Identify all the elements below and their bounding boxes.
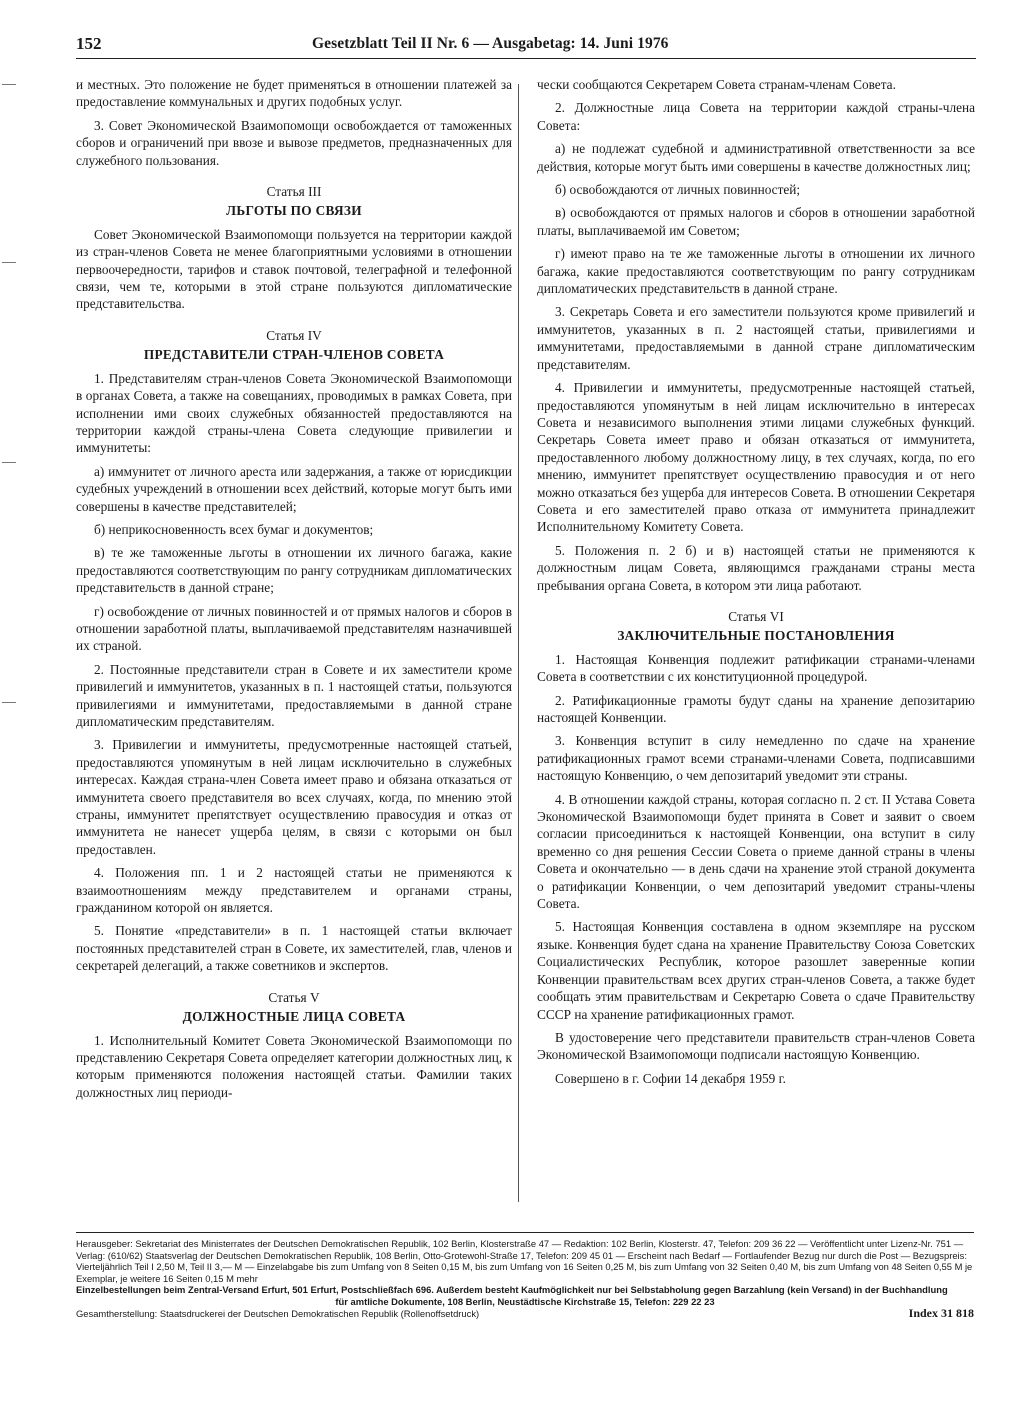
paragraph: 3. Конвенция вступит в силу немедленно по сдаче на хранение ратификационных грамот всеми странами-членами Совета, подписавшими настоящую Конвенцию, о чем депозитарий уведомит эти страны. [537,733,975,784]
paragraph: 4. Положения пп. 1 и 2 настоящей статьи не применяются к взаимоотношениям между представителем и органами страны, гражданином которой он является. [76,865,512,916]
list-item: г) освобождение от личных повинностей и от прямых налогов и сборов в отношении заработной платы, выплачиваемой представителям назначившей их страной. [76,603,512,654]
imprint-printer-row [76,1305,974,1320]
paragraph: 1. Представителям стран-членов Совета Экономической Взаимопомощи в органах Совета, а также на совещаниях, проводимых в рамках Совета, при исполнении ими своих служебных обязанностей предоставляются на территории каждой страны-члена Совета следующие привилегии и иммунитеты: [76,370,512,456]
right-column [537,76,975,1093]
article-title: ПРЕДСТАВИТЕЛИ СТРАН-ЧЛЕНОВ СОВЕТА [143,347,445,363]
paragraph: 3. Секретарь Совета и его заместители пользуются кроме привилегий и иммунитетов, указанных в п. 2 настоящей статьи, привилегиями и иммунитетами, предоставляемыми в данной стране дипломатическим представителям. [537,304,975,372]
article-number: Статья V [268,989,320,1005]
paragraph: 5. Понятие «представители» в п. 1 настоящей статьи включает постоянных представителей стран в Совете, их заместителей, глав, членов и секретарей делегаций, а также советников и экспертов. [76,923,512,974]
list-item: б) неприкосновенность всех бумаг и документов; [94,521,374,537]
running-title: Gesetzblatt Teil II Nr. 6 — Ausgabetag: 14. Juni 1976 [312,35,669,52]
imprint-orders: Einzelbestellungen beim Zentral-Versand Erfurt, 501 Erfurt, Postschließfach 696. Außerdem besteht Kaufmöglichkeit nur bei Selbstabholung gegen Barzahlung (kein Versand) in der Buchhandlung [76,1284,948,1296]
imprint-printer: Gesamtherstellung: Staatsdruckerei der Deutschen Demokratischen Republik (Rollenoffsetdruck) [76,1307,480,1319]
list-item: а) иммунитет от личного ареста или задержания, а также от юрисдикции судебных учреждений в отношении всех действий, которые могут быть ими совершены в качестве представителей; [76,463,512,514]
scan-margin-mark [2,262,16,263]
imprint-publisher: Herausgeber: Sekretariat des Ministerrates der Deutschen Demokratischen Republik, 102 Berlin, Klosterstraße 47 — Redaktion: 102 Berlin, Klosterstr. 47, Telefon: 209 36 22 — Veröffentlicht unter Lizenz-Nr. 751 — Verlag: (610/62) Staatsverlag der Deutschen Demokratischen Republik, 108 Berlin, Otto-Grotewohl-Straße 17, Telefon: 209 45 01 — Erscheint nach Bedarf — Fortlaufender Bezug nur durch die Post — Bezugspreis: Vierteljährlich Teil I 2,50 M, Teil II 3,— M — Einzelabgabe bis zum Umfang von 8 Seiten 0,15 M, bis zum Umfang von 16 Seiten 0,25 M, bis zum Umfang von 32 Seiten 0,40 M, bis zum Umfang von 48 Seiten 0,55 M je Exemplar, je weitere 16 Seiten 0,15 M mehr [76,1238,973,1284]
list-item: б) освобождаются от личных повинностей; [555,182,801,198]
list-item: г) имеют право на те же таможенные льготы в отношении их личного багажа, какие предоставляются соответствующим по рангу сотрудникам дипломатических представительств в данной стране. [537,246,975,297]
index-number: Index 31 818 [908,1305,974,1320]
page-header [76,34,976,59]
paragraph: Совет Экономической Взаимопомощи пользуется на территории каждой из стран-членов Совета не менее благоприятными условиями в отношении первоочередности, тарифов и ставок почтовой, телеграфной и телефонной связи, чем те, которыми в этой стране пользуются дипломатические представительства. [76,226,512,312]
paragraph: и местных. Это положение не будет применяться в отношении платежей за предоставление коммунальных и других подобных услуг. [76,77,512,110]
imprint-footer [76,1238,974,1319]
paragraph: 3. Совет Экономической Взаимопомощи освобождается от таможенных сборов и ограничений при ввозе и вывозе предметов, предназначенных для служебного пользования. [76,117,512,168]
paragraph: 2. Ратификационные грамоты будут сданы на хранение депозитарию настоящей Конвенции. [537,692,975,725]
list-item: а) не подлежат судебной и административной ответственности за все действия, которые могут быть ими совершены в качестве должностных лиц; [537,141,975,174]
scan-margin-mark [2,84,16,85]
paragraph: 1. Исполнительный Комитет Совета Экономической Взаимопомощи по представлению Секретаря Совета определяет категории должностных лиц, к которым применяются положения настоящей статьи. Фамилии таких должностных лиц периоди- [76,1032,512,1100]
article-number: Статья VI [728,608,784,624]
signature-date: Совершено в г. Софии 14 декабря 1959 г. [555,1070,786,1086]
article-title: ДОЛЖНОСТНЫЕ ЛИЦА СОВЕТА [182,1009,406,1025]
paragraph: В удостоверение чего представители правительств стран-членов Совета Экономической Взаимопомощи подписали настоящую Конвенцию. [537,1029,975,1063]
paragraph: 1. Настоящая Конвенция подлежит ратификации странами-членами Совета в соответствии с их конституционной процедурой. [537,651,975,685]
paragraph: 2. Должностные лица Совета на территории каждой страны-члена Совета: [537,100,975,133]
paragraph: 4. В отношении каждой страны, которая согласно п. 2 ст. II Устава Совета Экономической Взаимопомощи будет принята в Совет и заявит о своем согласии присоединиться к настоящей Конвенции, она вступит в силу временно со дня решения Сессии Совета о приеме данной страны в члены Совета и окончательно — в день сдачи на хранение этой страной документа о ратификации Конвенции, о чем депозитарий уведомит страны-члены Совета. [537,791,975,912]
article-number: Статья III [266,184,322,200]
paragraph: 5. Настоящая Конвенция составлена в одном экземпляре на русском языке. Конвенция будет сдана на хранение Правительству Союза Советских Социалистических Республик, которое разошлет заверенные копии Конвенции правительствам всех других стран-членов Совета, а также будет сообщать этим правительствам и Секретарю Совета о сдаче Правительству СССР на хранение ратификационных грамот. [537,919,975,1022]
scan-margin-mark [2,462,16,463]
list-item: в) освобождаются от прямых налогов и сборов в отношении заработной платы, выплачиваемой им Советом; [537,205,975,238]
page-number: 152 [76,34,102,53]
paragraph: чески сообщаются Секретарем Совета странам-членам Совета. [537,77,896,92]
left-column [76,76,512,1107]
article-title: ЛЬГОТЫ ПО СВЯЗИ [226,203,362,219]
article-title: ЗАКЛЮЧИТЕЛЬНЫЕ ПОСТАНОВЛЕНИЯ [617,628,895,644]
imprint-bookshop: für amtliche Dokumente, 108 Berlin, Neustädtische Kirchstraße 15, Telefon: 229 22 23 [335,1295,715,1307]
paragraph: 2. Постоянные представители стран в Совете и их заместители кроме привилегий и иммунитетов, указанных в п. 1 настоящей статьи, пользуются привилегиями и иммунитетами, предоставляемыми в данной стране дипломатическим представителям. [76,661,512,729]
list-item: в) те же таможенные льготы в отношении их личного багажа, какие предоставляются соответствующим по рангу сотрудникам дипломатических представительств в данной стране; [76,545,512,596]
paragraph: 4. Привилегии и иммунитеты, предусмотренные настоящей статьей, предоставляются упомянутым в ней лицам исключительно в интересах Совета и независимого выполнения этими лицами служебных функций. Секретарь Совета имеет право и обязан отказаться от иммунитета, предоставленного любому должностному лицу, в тех случаях, когда, по его мнению, иммунитет препятствует осуществлению правосудия и от него можно отказаться без ущерба для интересов Совета. В отношении Секретаря Совета и его заместителей право отказа от иммунитета принадлежит Исполнительному Комитету Совета. [537,380,975,535]
footer-rule [76,1232,974,1233]
scan-margin-mark [2,702,16,703]
paragraph: 3. Привилегии и иммунитеты, предусмотренные настоящей статьей, предоставляются упомянутым в ней лицам исключительно в служебных интересах. Каждая страна-член Совета имеет право и обязана отказаться от иммунитета своего представителя во всех случаях, когда, по мнению этой страны, иммунитет препятствует осуществлению правосудия и отказ от иммунитета не нанесет ущерба целям, в связи с которыми он был предоставлен. [76,737,512,857]
column-divider [518,84,519,1202]
paragraph: 5. Положения п. 2 б) и в) настоящей статьи не применяются к должностным лицам Совета, являющимся гражданами страны места пребывания органа Совета, в котором эти лица работают. [537,542,975,593]
article-number: Статья IV [266,327,322,343]
